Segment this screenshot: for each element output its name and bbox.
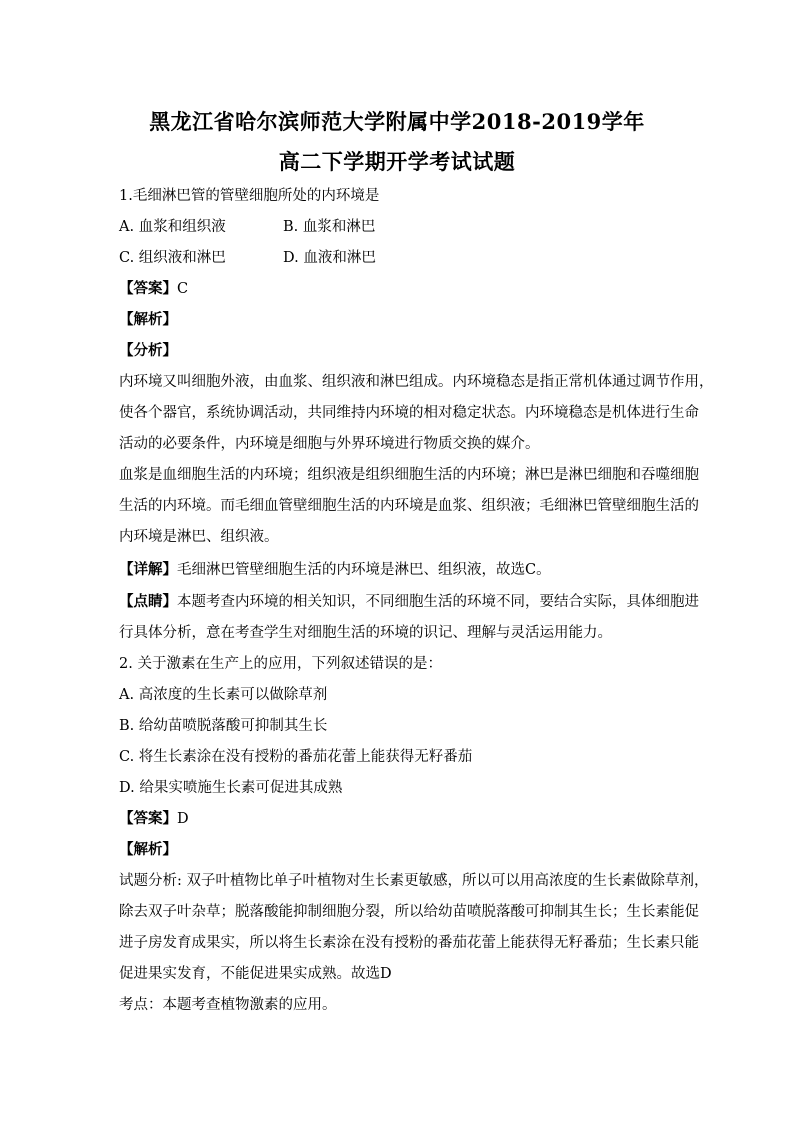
q1-stem: 1.毛细淋巴管的管壁细胞所处的内环境是 bbox=[119, 188, 380, 204]
q1-option-a: A. 血浆和组织液 bbox=[119, 219, 226, 235]
q1-detail bbox=[119, 560, 551, 580]
q2-analysis-line: 试题分析: 双子叶植物比单子叶植物对生长素更敏感，所以可以用高浓度的生长素做除草剂， bbox=[119, 873, 709, 889]
q2-option-b: B. 给幼苗喷脱落酸可抑制其生长 bbox=[119, 718, 328, 734]
q2-answer-tag: 【答案】 bbox=[119, 810, 177, 827]
q2-analysis-line: 除去双子叶杂草；脱落酸能抑制细胞分裂，所以给幼苗喷脱落酸可抑制其生长；生长素能促 bbox=[119, 904, 699, 920]
q1-comment-tag: 【点睛】 bbox=[119, 593, 177, 610]
q1-fenxi-tag: 【分析】 bbox=[119, 342, 177, 359]
q1-option-b: B. 血浆和淋巴 bbox=[283, 219, 376, 235]
q2-kaodian: 考点：本题考查植物激素的应用。 bbox=[119, 997, 337, 1013]
q1-detail-text: 毛细淋巴管壁细胞生活的内环境是淋巴、组织液，故选C。 bbox=[177, 562, 551, 578]
q1-answer bbox=[119, 279, 188, 299]
q2-analysis-line: 促进果实发育，不能促进果实成熟。故选D bbox=[119, 966, 392, 982]
q2-analysis-line: 进子房发育成果实，所以将生长素涂在没有授粉的番茄花蕾上能获得无籽番茄；生长素只能 bbox=[119, 935, 699, 951]
q1-analysis-line: 血浆是血细胞生活的内环境；组织液是组织细胞生活的内环境；淋巴是淋巴细胞和吞噬细胞 bbox=[119, 467, 699, 483]
q1-option-d: D. 血液和淋巴 bbox=[283, 250, 376, 266]
q2-option-d: D. 给果实喷施生长素可促进其成熟 bbox=[119, 780, 343, 796]
document-title-line1: 黑龙江省哈尔滨师范大学附属中学2018-2019学年 bbox=[149, 109, 645, 134]
q2-option-a: A. 高浓度的生长素可以做除草剂 bbox=[119, 687, 328, 703]
q1-comment-line2: 行具体分析，意在考查学生对细胞生活的环境的识记、理解与灵活运用能力。 bbox=[119, 625, 612, 641]
q2-analysis-tag: 【解析】 bbox=[119, 841, 177, 858]
q1-comment bbox=[119, 592, 699, 612]
q1-analysis-tag: 【解析】 bbox=[119, 311, 177, 328]
q1-analysis-line: 内环境又叫细胞外液，由血浆、组织液和淋巴组成。内环境稳态是指正常机体通过调节作用， bbox=[119, 374, 714, 390]
q1-analysis-line: 使各个器官，系统协调活动，共同维持内环境的相对稳定状态。内环境稳态是机体进行生命 bbox=[119, 405, 699, 421]
q1-analysis-line: 活动的必要条件，内环境是细胞与外界环境进行物质交换的媒介。 bbox=[119, 436, 540, 452]
q1-detail-tag: 【详解】 bbox=[119, 561, 177, 578]
q2-option-c: C. 将生长素涂在没有授粉的番茄花蕾上能获得无籽番茄 bbox=[119, 749, 473, 765]
q1-analysis-line: 生活的内环境。而毛细血管壁细胞生活的内环境是血浆、组织液；毛细淋巴管壁细胞生活的 bbox=[119, 498, 699, 514]
q1-answer-value: C bbox=[177, 281, 189, 297]
q2-stem: 2. 关于激素在生产上的应用，下列叙述错误的是： bbox=[119, 656, 442, 672]
q2-answer-value: D bbox=[177, 811, 189, 827]
q1-comment-text: 本题考查内环境的相关知识，不同细胞生活的环境不同，要结合实际，具体细胞进 bbox=[177, 594, 699, 610]
q1-analysis-line: 内环境是淋巴、组织液。 bbox=[119, 529, 279, 545]
document-title-line2: 高二下学期开学考试试题 bbox=[278, 149, 516, 174]
q1-answer-tag: 【答案】 bbox=[119, 280, 177, 297]
q2-answer bbox=[119, 809, 189, 829]
q1-option-c: C. 组织液和淋巴 bbox=[119, 250, 226, 266]
